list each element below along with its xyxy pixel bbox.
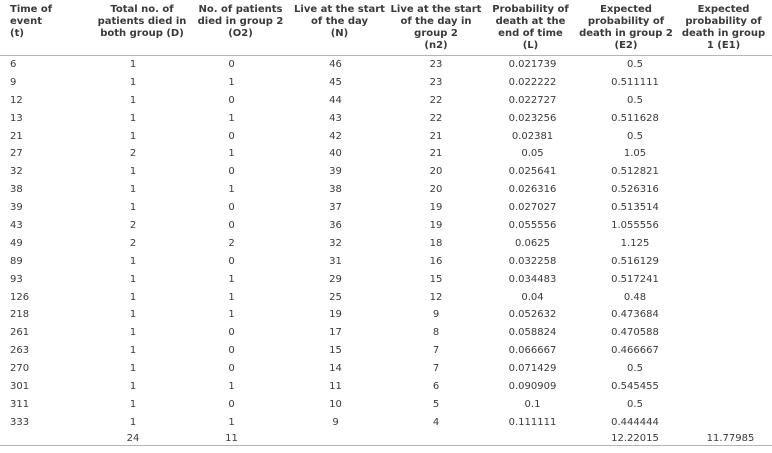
cell-deaths-group-2: 1 (228, 309, 235, 321)
header-line: patients died in (97, 16, 187, 27)
table-row (0, 270, 772, 288)
cell-time-of-event: 261 (10, 327, 30, 339)
header-line: 1 (E1) (706, 40, 741, 51)
cell-live-group-2: 21 (429, 148, 443, 160)
cell-expected-death-group-2: 0.545455 (611, 380, 659, 392)
cell-deaths-group-2: 0 (228, 345, 235, 357)
total-expected-death-group-2: 12.22015 (611, 432, 659, 444)
cell-total-deaths: 1 (129, 273, 137, 285)
cell-deaths-group-2: 0 (228, 94, 235, 106)
cell-deaths-group-2: 1 (228, 112, 235, 124)
cell-live-group-2: 21 (429, 130, 443, 142)
total-time-of-event (0, 431, 94, 446)
cell-total-deaths: 1 (129, 112, 137, 124)
cell-expected-death-group-1 (675, 342, 772, 360)
header-line: Expected (600, 4, 652, 15)
table-row (0, 413, 772, 431)
header-line: event (10, 16, 42, 27)
cell-deaths-group-2: 0 (228, 327, 235, 339)
table-row (0, 181, 772, 199)
cell-total-deaths: 1 (129, 416, 137, 428)
cell-expected-death-group-2: 1.125 (620, 237, 650, 249)
header-expected-death-group-2 (577, 0, 675, 55)
cell-live-at-start: 29 (329, 273, 342, 285)
header-time-of-event (0, 0, 94, 55)
header-line: died in group 2 (197, 16, 284, 27)
cell-live-group-2: 16 (429, 255, 443, 267)
cell-expected-death-group-1 (675, 91, 772, 109)
table-row (0, 306, 772, 324)
cell-live-group-2: 6 (432, 380, 440, 392)
cell-deaths-group-2: 0 (228, 398, 235, 410)
cell-probability-of-death: 0.0625 (515, 237, 550, 249)
cell-time-of-event: 270 (10, 363, 30, 375)
cell-live-at-start: 40 (329, 148, 342, 160)
cell-time-of-event: 38 (10, 184, 23, 196)
header-line: Time of (10, 4, 53, 15)
cell-expected-death-group-1 (675, 234, 772, 252)
header-line: death in group (681, 28, 766, 39)
cell-total-deaths: 1 (129, 184, 137, 196)
header-live-at-start (291, 0, 388, 55)
header-line: death at the (495, 16, 566, 27)
table-row (0, 199, 772, 217)
cell-total-deaths: 1 (129, 327, 137, 339)
cell-total-deaths: 2 (129, 237, 137, 249)
cell-expected-death-group-2: 0.473684 (611, 309, 659, 321)
table-row (0, 73, 772, 91)
header-line: Probability of (492, 4, 569, 15)
header-total-deaths (94, 0, 190, 55)
cell-live-at-start: 15 (329, 345, 342, 357)
header-line: (t) (10, 28, 24, 39)
cell-live-group-2: 4 (432, 416, 440, 428)
header-line: of the day (311, 16, 368, 27)
total-probability-of-death (484, 431, 577, 446)
cell-time-of-event: 6 (10, 58, 17, 70)
cell-time-of-event: 21 (10, 130, 23, 142)
header-line: Expected (697, 4, 750, 15)
table-footer (0, 431, 772, 446)
cell-probability-of-death: 0.026316 (508, 184, 557, 196)
cell-live-group-2: 7 (432, 345, 440, 357)
cell-time-of-event: 49 (10, 237, 23, 249)
cell-deaths-group-2: 1 (228, 273, 235, 285)
cell-expected-death-group-1 (675, 181, 772, 199)
header-line: (E2) (614, 40, 638, 51)
cell-expected-death-group-2: 0.512821 (611, 166, 659, 178)
cell-live-group-2: 12 (429, 291, 443, 303)
header-line: Live at the start (294, 4, 385, 15)
cell-time-of-event: 126 (10, 291, 30, 303)
cell-total-deaths: 1 (129, 94, 137, 106)
cell-expected-death-group-2: 0.511628 (611, 112, 659, 124)
cell-deaths-group-2: 0 (228, 166, 235, 178)
cell-live-group-2: 7 (432, 363, 440, 375)
table-row (0, 288, 772, 306)
cell-probability-of-death: 0.034483 (508, 273, 557, 285)
table-row (0, 360, 772, 378)
cell-expected-death-group-1 (675, 395, 772, 413)
header-line: of the day in (400, 16, 472, 27)
table-row (0, 145, 772, 163)
cell-expected-death-group-2: 0.466667 (611, 345, 659, 357)
cell-time-of-event: 27 (10, 148, 23, 160)
cell-probability-of-death: 0.027027 (508, 202, 557, 214)
cell-total-deaths: 1 (129, 166, 137, 178)
cell-probability-of-death: 0.058824 (508, 327, 557, 339)
cell-live-at-start: 39 (329, 166, 342, 178)
cell-expected-death-group-2: 0.5 (627, 363, 643, 375)
cell-expected-death-group-2: 0.5 (627, 58, 643, 70)
header-row (0, 0, 772, 55)
cell-live-at-start: 31 (329, 255, 342, 267)
cell-expected-death-group-2: 0.5 (627, 94, 643, 106)
cell-time-of-event: 89 (10, 255, 23, 267)
table-row (0, 324, 772, 342)
header-line: probability of (587, 16, 665, 27)
cell-expected-death-group-2: 0.511111 (611, 76, 659, 88)
header-line: (n2) (424, 40, 448, 51)
total-live-at-start (291, 431, 388, 446)
cell-time-of-event: 333 (10, 416, 30, 428)
cell-expected-death-group-1 (675, 55, 772, 73)
header-line: group 2 (414, 28, 458, 39)
cell-expected-death-group-2: 0.513514 (611, 202, 659, 214)
cell-total-deaths: 2 (129, 219, 137, 231)
header-line: probability of (685, 16, 762, 27)
cell-probability-of-death: 0.071429 (508, 363, 557, 375)
cell-expected-death-group-1 (675, 127, 772, 145)
cell-total-deaths: 1 (129, 291, 137, 303)
table-header (0, 0, 772, 55)
cell-time-of-event: 301 (10, 380, 30, 392)
cell-total-deaths: 1 (129, 398, 137, 410)
cell-expected-death-group-2: 0.5 (627, 130, 643, 142)
table-row (0, 55, 772, 73)
header-line: (N) (330, 28, 349, 39)
cell-expected-death-group-2: 0.517241 (611, 273, 659, 285)
cell-live-at-start: 36 (329, 219, 342, 231)
cell-total-deaths: 1 (129, 309, 137, 321)
cell-probability-of-death: 0.023256 (508, 112, 557, 124)
cell-live-at-start: 19 (329, 309, 342, 321)
cell-total-deaths: 1 (129, 202, 137, 214)
cell-deaths-group-2: 0 (228, 255, 235, 267)
cell-probability-of-death: 0.052632 (508, 309, 557, 321)
cell-probability-of-death: 0.022222 (508, 76, 557, 88)
table-row (0, 217, 772, 235)
table-body (0, 55, 772, 431)
cell-total-deaths: 2 (129, 148, 137, 160)
cell-live-at-start: 14 (329, 363, 342, 375)
cell-expected-death-group-2: 0.48 (623, 291, 647, 303)
cell-time-of-event: 32 (10, 166, 23, 178)
table-row (0, 252, 772, 270)
cell-probability-of-death: 0.022727 (508, 94, 557, 106)
cell-live-group-2: 23 (429, 76, 443, 88)
table-row (0, 163, 772, 181)
table-row (0, 395, 772, 413)
cell-live-group-2: 22 (429, 94, 443, 106)
cell-expected-death-group-1 (675, 109, 772, 127)
table-row (0, 127, 772, 145)
total-total-deaths: 24 (126, 432, 140, 444)
cell-expected-death-group-2: 0.516129 (611, 255, 659, 267)
cell-expected-death-group-1 (675, 378, 772, 396)
cell-total-deaths: 1 (129, 58, 137, 70)
cell-expected-death-group-1 (675, 288, 772, 306)
cell-deaths-group-2: 0 (228, 202, 235, 214)
table-row (0, 234, 772, 252)
header-line: end of time (498, 28, 563, 39)
cell-live-group-2: 20 (429, 166, 443, 178)
cell-live-at-start: 10 (329, 398, 342, 410)
cell-live-at-start: 46 (329, 58, 342, 70)
cell-total-deaths: 1 (129, 345, 137, 357)
header-expected-death-group-1 (675, 0, 772, 55)
cell-live-at-start: 38 (329, 184, 342, 196)
totals-row (0, 431, 772, 446)
cell-live-group-2: 19 (429, 202, 443, 214)
cell-live-at-start: 44 (329, 94, 342, 106)
cell-expected-death-group-2: 0.5 (627, 398, 643, 410)
table-row (0, 342, 772, 360)
header-deaths-group-2 (190, 0, 291, 55)
cell-live-at-start: 25 (329, 291, 342, 303)
cell-time-of-event: 9 (10, 76, 17, 88)
cell-expected-death-group-1 (675, 270, 772, 288)
header-line: Total no. of (110, 4, 174, 15)
table-row (0, 91, 772, 109)
cell-live-group-2: 8 (432, 327, 440, 339)
cell-probability-of-death: 0.025641 (508, 166, 557, 178)
cell-deaths-group-2: 0 (228, 363, 235, 375)
cell-expected-death-group-1 (675, 163, 772, 181)
cell-probability-of-death: 0.021739 (508, 58, 557, 70)
cell-expected-death-group-1 (675, 145, 772, 163)
cell-time-of-event: 39 (10, 202, 23, 214)
cell-live-group-2: 23 (429, 58, 443, 70)
table-row (0, 378, 772, 396)
cell-live-at-start: 45 (329, 76, 342, 88)
cell-deaths-group-2: 0 (228, 130, 235, 142)
header-line: death in group 2 (579, 28, 673, 39)
cell-deaths-group-2: 1 (228, 148, 235, 160)
cell-deaths-group-2: 2 (228, 237, 235, 249)
cell-time-of-event: 218 (10, 309, 30, 321)
cell-time-of-event: 12 (10, 94, 23, 106)
cell-deaths-group-2: 1 (228, 380, 235, 392)
cell-total-deaths: 1 (129, 76, 137, 88)
cell-expected-death-group-2: 1.05 (623, 148, 647, 160)
cell-time-of-event: 13 (10, 112, 23, 124)
cell-live-at-start: 32 (329, 237, 342, 249)
cell-live-at-start: 9 (332, 416, 339, 428)
cell-live-group-2: 20 (429, 184, 443, 196)
cell-live-group-2: 18 (429, 237, 443, 249)
cell-expected-death-group-1 (675, 413, 772, 431)
cell-time-of-event: 93 (10, 273, 23, 285)
cell-probability-of-death: 0.05 (521, 148, 544, 160)
cell-live-at-start: 43 (329, 112, 342, 124)
cell-live-group-2: 9 (432, 309, 440, 321)
cell-live-group-2: 22 (429, 112, 443, 124)
header-probability-of-death (484, 0, 577, 55)
cell-probability-of-death: 0.1 (524, 398, 541, 410)
cell-live-group-2: 19 (429, 219, 443, 231)
cell-deaths-group-2: 1 (228, 291, 235, 303)
header-line: (L) (522, 40, 539, 51)
cell-expected-death-group-2: 1.055556 (611, 219, 659, 231)
header-line: (O2) (228, 28, 253, 39)
header-line: both group (D) (100, 28, 184, 39)
cell-probability-of-death: 0.055556 (508, 219, 557, 231)
cell-probability-of-death: 0.04 (521, 291, 544, 303)
cell-probability-of-death: 0.111111 (508, 416, 557, 428)
cell-total-deaths: 1 (129, 130, 137, 142)
cell-expected-death-group-1 (675, 360, 772, 378)
cell-live-group-2: 15 (429, 273, 443, 285)
cell-time-of-event: 43 (10, 219, 23, 231)
cell-expected-death-group-1 (675, 73, 772, 91)
header-line: No. of patients (198, 4, 283, 15)
cell-deaths-group-2: 1 (228, 416, 235, 428)
cell-expected-death-group-1 (675, 217, 772, 235)
cell-expected-death-group-1 (675, 199, 772, 217)
cell-expected-death-group-2: 0.444444 (611, 416, 659, 428)
header-live-group-2 (388, 0, 484, 55)
cell-time-of-event: 311 (10, 398, 30, 410)
cell-total-deaths: 1 (129, 363, 137, 375)
cell-expected-death-group-1 (675, 252, 772, 270)
cell-live-at-start: 37 (329, 202, 342, 214)
table-row (0, 109, 772, 127)
total-expected-death-group-1: 11.77985 (706, 432, 755, 444)
cell-deaths-group-2: 1 (228, 76, 235, 88)
cell-total-deaths: 1 (129, 255, 137, 267)
cell-probability-of-death: 0.032258 (508, 255, 557, 267)
cell-deaths-group-2: 0 (228, 219, 235, 231)
cell-probability-of-death: 0.02381 (511, 130, 554, 142)
cell-live-at-start: 17 (329, 327, 342, 339)
cell-live-at-start: 11 (329, 380, 342, 392)
header-line: Live at the start (390, 4, 482, 15)
cell-deaths-group-2: 0 (228, 58, 235, 70)
cell-total-deaths: 1 (129, 380, 137, 392)
total-live-group-2 (388, 431, 484, 446)
cell-live-group-2: 5 (432, 398, 440, 410)
cell-probability-of-death: 0.066667 (508, 345, 557, 357)
total-deaths-group-2: 11 (225, 432, 238, 444)
cell-expected-death-group-2: 0.526316 (611, 184, 659, 196)
cell-expected-death-group-2: 0.470588 (611, 327, 659, 339)
cell-live-at-start: 42 (329, 130, 342, 142)
cell-probability-of-death: 0.090909 (508, 380, 557, 392)
cell-expected-death-group-1 (675, 324, 772, 342)
cell-deaths-group-2: 1 (228, 184, 235, 196)
cell-time-of-event: 263 (10, 345, 30, 357)
cell-expected-death-group-1 (675, 306, 772, 324)
